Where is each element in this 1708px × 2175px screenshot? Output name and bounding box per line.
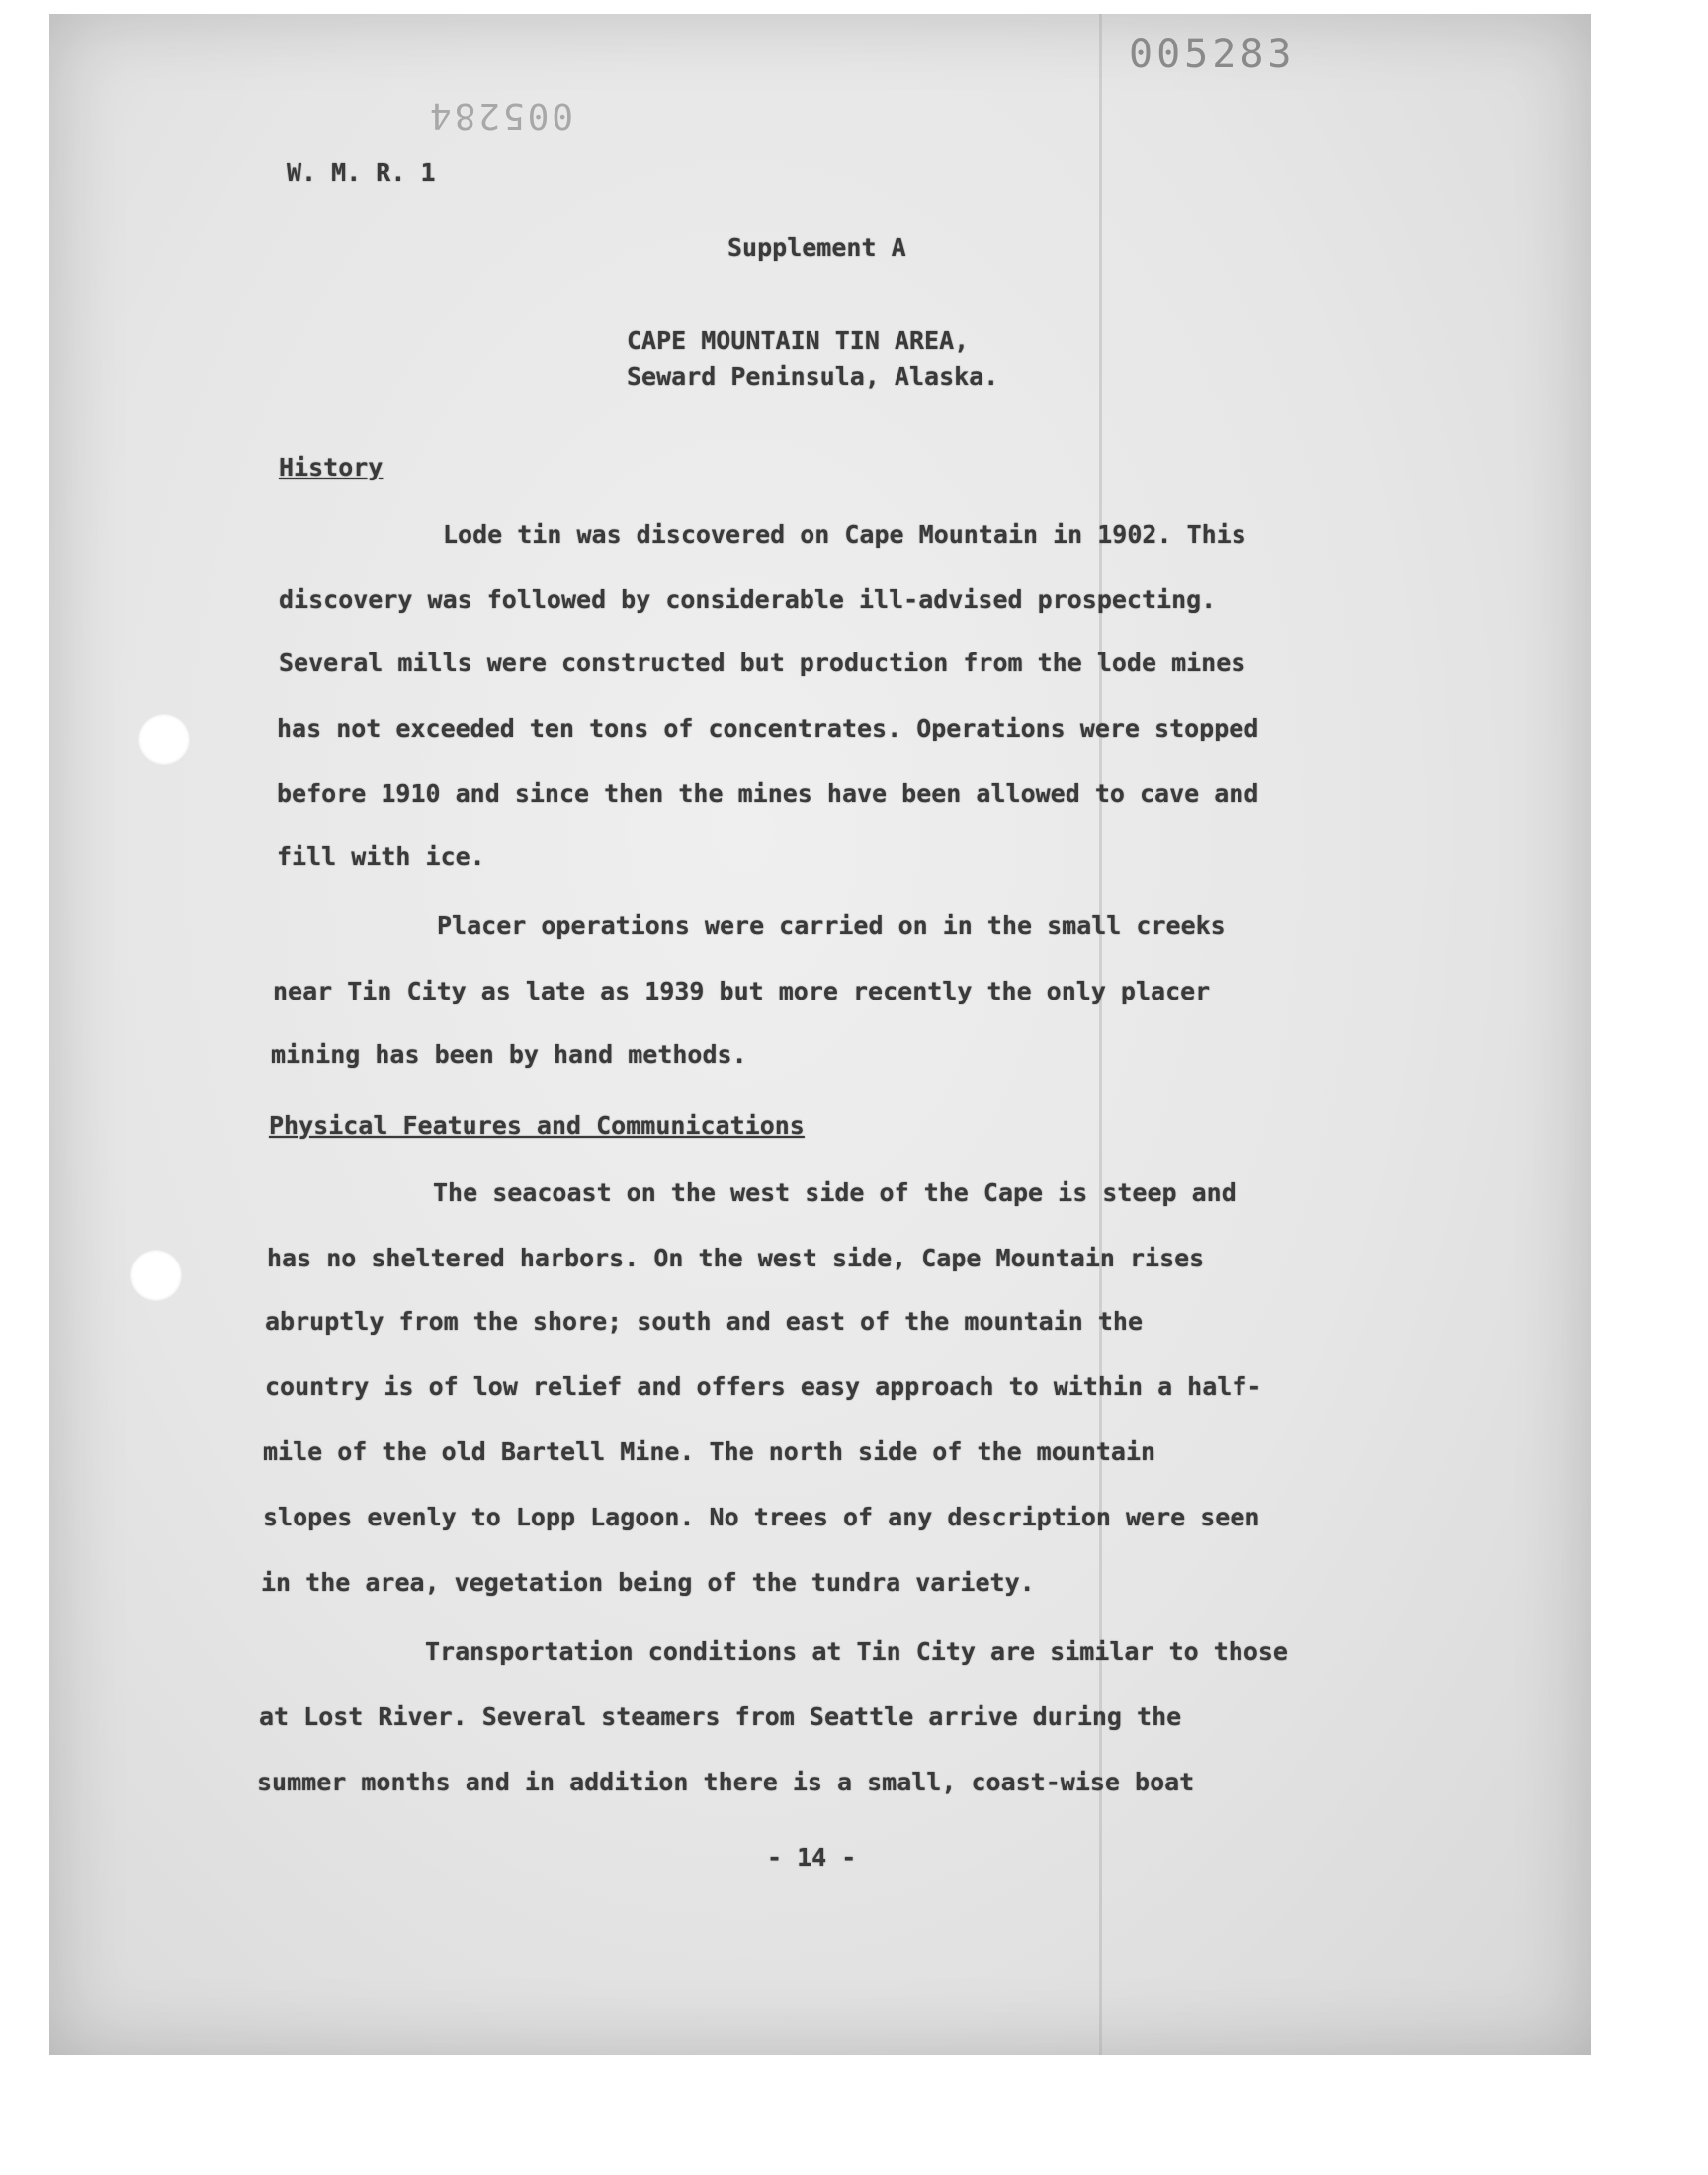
body-line: summer months and in addition there is a small, coast-wise boat bbox=[257, 1768, 1195, 1796]
body-line: mile of the old Bartell Mine. The north side of the mountain bbox=[263, 1437, 1156, 1466]
body-line: country is of low relief and offers easy approach to within a half- bbox=[265, 1372, 1262, 1401]
body-line: discovery was followed by considerable ill-advised prospecting. bbox=[279, 585, 1217, 614]
body-line: before 1910 and since then the mines have been allowed to cave and bbox=[277, 779, 1259, 808]
page-number: - 14 - bbox=[767, 1843, 857, 1871]
body-line: has not exceeded ten tons of concentrates. Operations were stopped bbox=[277, 714, 1259, 742]
section-heading-physical-features: Physical Features and Communications bbox=[269, 1111, 805, 1140]
body-line: Placer operations were carried on in the small creeks bbox=[437, 912, 1226, 940]
section-heading-history: History bbox=[279, 453, 384, 481]
punch-hole-top bbox=[138, 714, 190, 765]
body-line: slopes evenly to Lopp Lagoon. No trees of any description were seen bbox=[263, 1503, 1260, 1531]
body-line: Lode tin was discovered on Cape Mountain in 1902. This bbox=[443, 520, 1246, 549]
report-reference: W. M. R. 1 bbox=[287, 158, 436, 187]
fold-crease bbox=[1099, 14, 1102, 2055]
inverted-number-stamp: 005284 bbox=[427, 95, 574, 135]
body-line: at Lost River. Several steamers from Seattle arrive during the bbox=[259, 1702, 1182, 1731]
body-line: near Tin City as late as 1939 but more recently the only placer bbox=[273, 977, 1211, 1005]
body-line: mining has been by hand methods. bbox=[271, 1040, 747, 1069]
area-title: CAPE MOUNTAIN TIN AREA, bbox=[627, 326, 970, 355]
body-line: abruptly from the shore; south and east of the mountain the bbox=[265, 1307, 1144, 1336]
paper-sheet bbox=[49, 14, 1591, 2055]
body-line: Transportation conditions at Tin City are similar to those bbox=[425, 1637, 1288, 1666]
body-line: has no sheltered harbors. On the west side, Cape Mountain rises bbox=[267, 1244, 1205, 1272]
body-line: Several mills were constructed but production from the lode mines bbox=[279, 649, 1246, 677]
area-subtitle: Seward Peninsula, Alaska. bbox=[627, 362, 999, 391]
punch-hole-bottom bbox=[130, 1250, 182, 1301]
document-number-stamp: 005283 bbox=[1129, 32, 1296, 77]
body-line: fill with ice. bbox=[277, 842, 485, 871]
body-line: in the area, vegetation being of the tundra variety. bbox=[261, 1568, 1035, 1597]
supplement-title: Supplement A bbox=[727, 233, 906, 262]
body-line: The seacoast on the west side of the Cape is steep and bbox=[433, 1178, 1237, 1207]
